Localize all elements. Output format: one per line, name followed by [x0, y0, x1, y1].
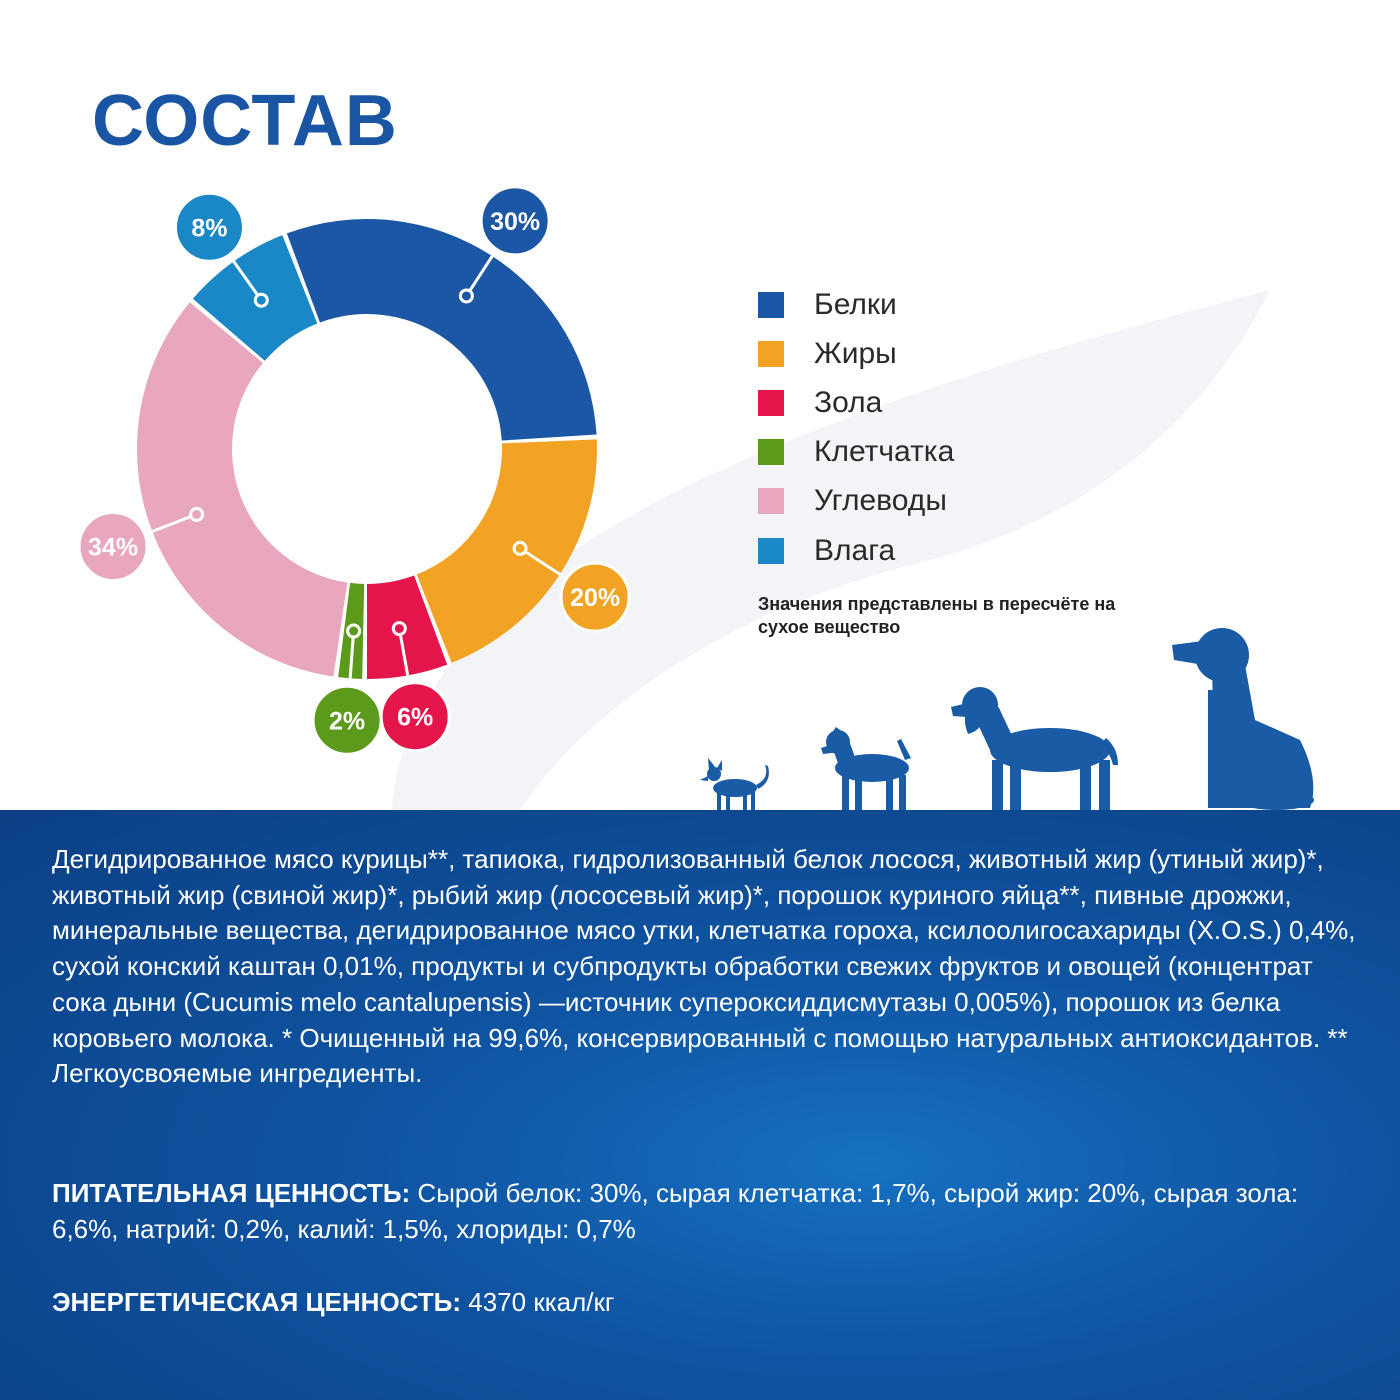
value-label: 2% [329, 707, 366, 736]
page-title: СОСТАВ [92, 81, 398, 161]
energy-value: 4370 ккал/кг [461, 1287, 615, 1317]
value-label: 8% [191, 214, 228, 243]
legend-label: Клетчатка [814, 435, 955, 469]
value-label: 6% [397, 703, 434, 732]
dog-pointer-icon [951, 687, 1118, 810]
energy-text [52, 1285, 1362, 1321]
nutrition-value: Сырой белок: 30%, сырая клетчатка: 1,7%, сырой жир: 20%, сырая зола: 6,6%, натрий: 0,2%, калий: 1,5%, хлориды: 0,7% [52, 1178, 1299, 1244]
nutrition-label: ПИТАТЕЛЬНАЯ ЦЕННОСТЬ: [52, 1178, 411, 1208]
legend-label: Влага [814, 533, 896, 567]
legend-label: Зола [814, 385, 883, 419]
value-label: 30% [490, 207, 541, 236]
legend-label: Жиры [814, 336, 897, 370]
energy-label: ЭНЕРГЕТИЧЕСКАЯ ЦЕННОСТЬ: [52, 1287, 462, 1317]
value-label: 34% [88, 533, 139, 562]
legend-label: Углеводы [814, 484, 947, 518]
dog-dane-icon [1172, 628, 1314, 810]
dog-terrier-icon [821, 727, 911, 810]
legend-label: Белки [814, 287, 897, 321]
dog-small-icon [700, 758, 769, 810]
ingredients-text: Дегидрированное мясо курицы**, тапиока, гидролизованный белок лосося, животный жир (утиный жир)*, животный жир (свиной жир)*, рыбий жир (лососевый жир)*, порошок куриного яйца**, пивные дрожжи, минеральные вещества, дегидрированное мясо утки, клетчатка гороха, ксилоолигосахариды (X.O.S.) 0,4%, сухой конский каштан 0,01%, продукты и субпродукты обработки свежих фруктов и овощей (концентрат сока дыни (Cucumis melo cantalupensis) —источник супероксиддисмутазы 0,005%), порошок из белка коровьего молока. * Очищенный на 99,6%, консервированный с помощью натуральных антиоксидантов. ** Легкоусвояемые ингредиенты. [52, 844, 1356, 1089]
chart-note: Значения представлены в пересчёте на сухое вещество [758, 594, 1116, 637]
nutrition-text [52, 1176, 1362, 1247]
value-label: 20% [570, 584, 621, 613]
